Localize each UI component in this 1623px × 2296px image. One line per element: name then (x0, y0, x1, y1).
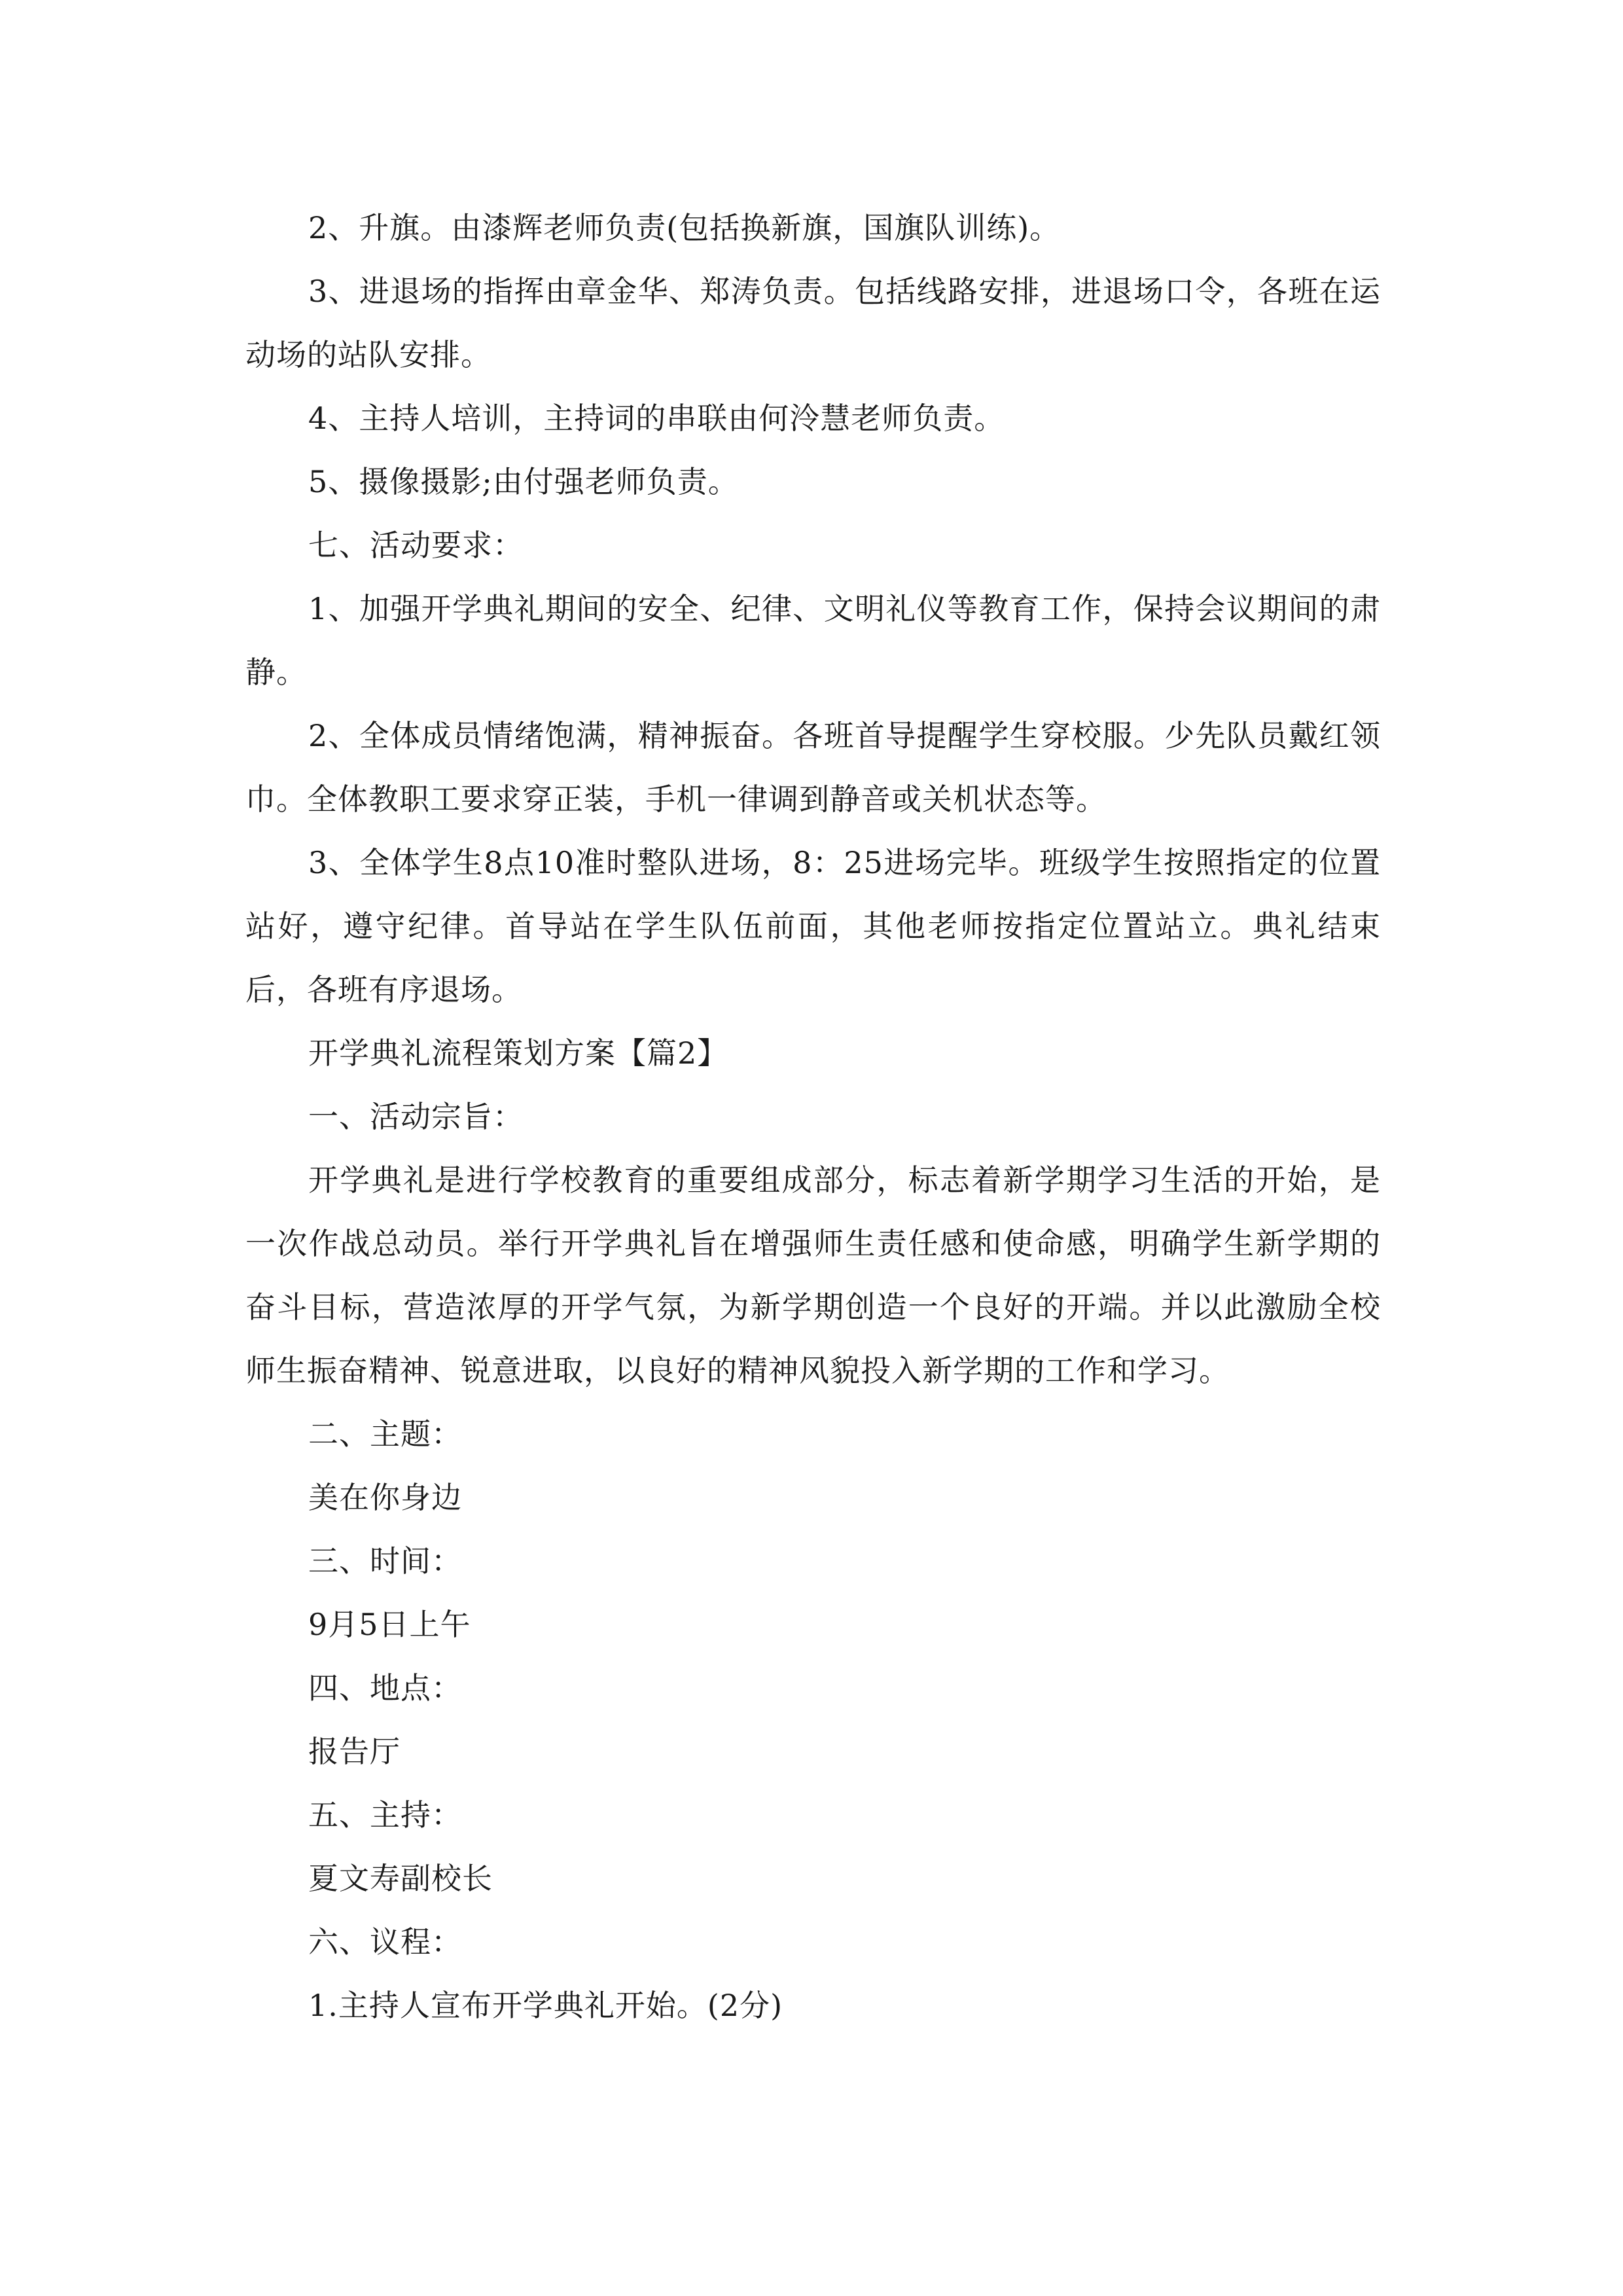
article-title-part-2: 开学典礼流程策划方案【篇2】 (308, 1035, 728, 1071)
section-heading-host: 五、主持： (308, 1797, 462, 1833)
paragraph-location: 报告厅 (308, 1734, 401, 1769)
section-heading-location: 四、地点： (308, 1670, 462, 1706)
section-heading-requirements: 七、活动要求： (308, 528, 524, 563)
section-heading-purpose: 一、活动宗旨： (308, 1099, 524, 1134)
paragraph-purpose: 开学典礼是进行学校教育的重要组成部分，标志着新学期学习生活的开始，是一次作战总动员。举行开学典礼旨在增强师生责任感和使命感，明确学生新学期的奋斗目标，营造浓厚的开学气氛，为新学期创造一个良好的开端。并以此激励全校师生振奋精神、锐意进取，以良好的精神风貌投入新学期的工作和学习。 (245, 1162, 1381, 1388)
document-body (245, 196, 1381, 2037)
paragraph-theme: 美在你身边 (308, 1480, 462, 1515)
paragraph-host-training: 4、主持人培训，主持词的串联由何泠慧老师负责。 (308, 401, 1005, 436)
paragraph-agenda-item-1: 1.主持人宣布开学典礼开始。(2分) (308, 1988, 783, 2023)
paragraph-requirement-3: 3、全体学生8点10准时整队进场，8：25进场完毕。班级学生按照指定的位置站好，遵守纪律。首导站在学生队伍前面，其他老师按指定位置站立。典礼结束后，各班有序退场。 (245, 845, 1381, 1007)
section-heading-theme: 二、主题： (308, 1416, 462, 1452)
section-heading-time: 三、时间： (308, 1543, 462, 1579)
paragraph-host: 夏文寿副校长 (308, 1861, 493, 1896)
paragraph-requirement-1: 1、加强开学典礼期间的安全、纪律、文明礼仪等教育工作，保持会议期间的肃静。 (245, 591, 1381, 690)
paragraph-flag-raising: 2、升旗。由漆辉老师负责(包括换新旗，国旗队训练)。 (308, 210, 1061, 245)
paragraph-entry-exit-command: 3、进退场的指挥由章金华、郑涛负责。包括线路安排，进退场口令，各班在运动场的站队安排。 (245, 274, 1381, 372)
section-heading-agenda: 六、议程： (308, 1924, 462, 1960)
paragraph-time: 9月5日上午 (308, 1607, 471, 1642)
paragraph-photography: 5、摄像摄影;由付强老师负责。 (308, 464, 739, 499)
paragraph-requirement-2: 2、全体成员情绪饱满，精神振奋。各班首导提醒学生穿校服。少先队员戴红领巾。全体教职工要求穿正装，手机一律调到静音或关机状态等。 (245, 718, 1381, 817)
